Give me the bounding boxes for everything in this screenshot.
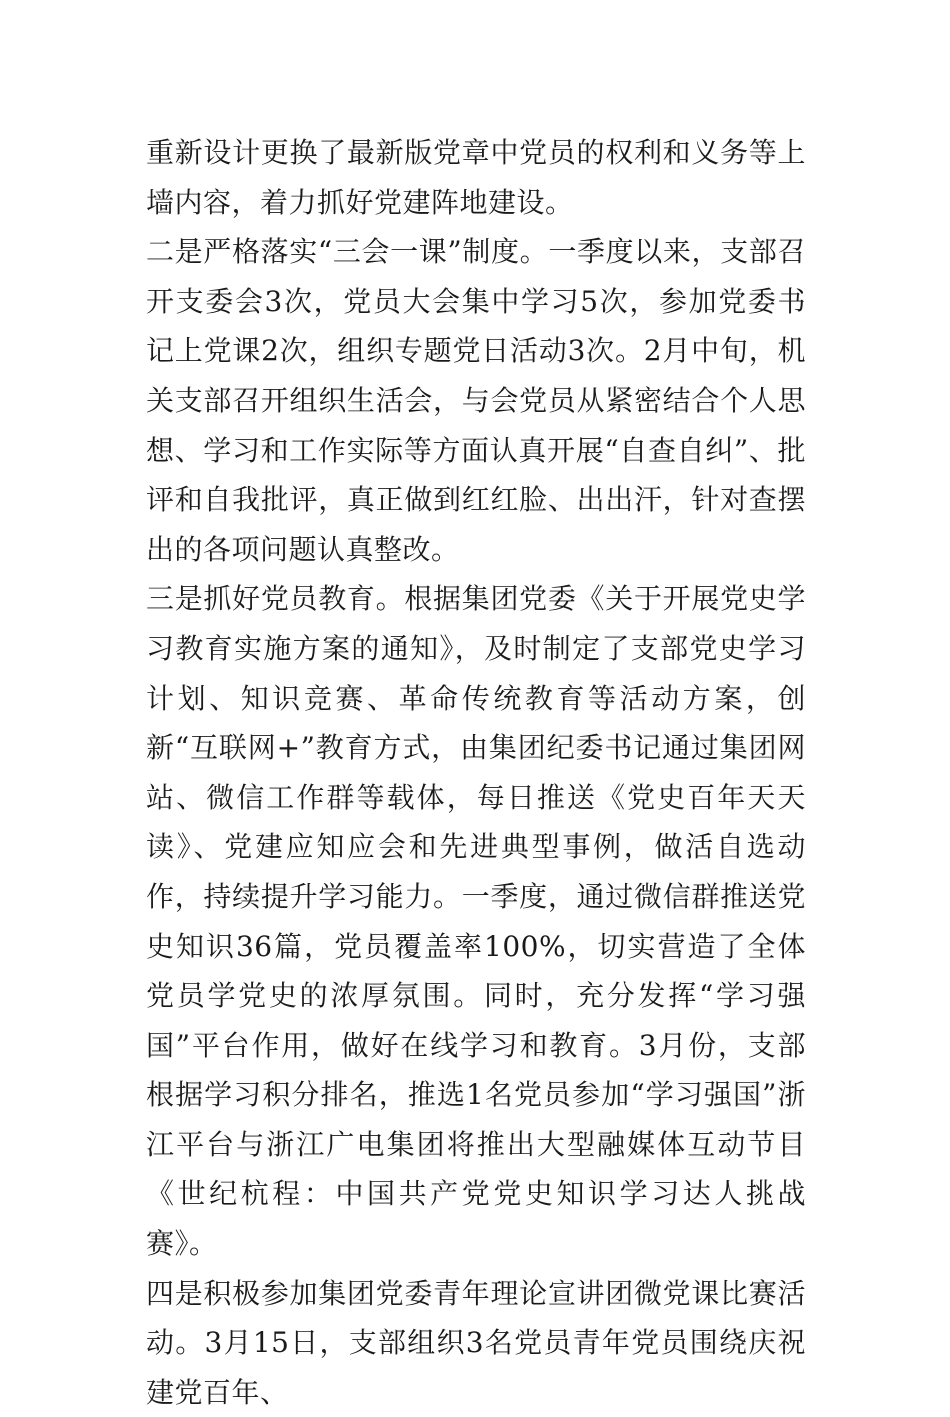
paragraph-lecture-contest: 四是积极参加集团党委青年理论宣讲团微党课比赛活动。3月15日，支部组织3名党员青年党员围绕庆祝建党百年、 [146,1276,806,1409]
document-body [146,128,806,1417]
paragraph-meetings: 二是严格落实“三会一课”制度。一季度以来，支部召开支委会3次，党员大会集中学习5次，参加党委书记上党课2次，组织专题党日活动3次。2月中旬，机关支部召开组织生活会，与会党员从紧密结合个人思想、学习和工作实际等方面认真开展“自查自纠”、批评和自我批评，真正做到红红脸、出出汗，针对查摆出的各项问题认真整改。 [146,235,806,566]
paragraph-education: 三是抓好党员教育。根据集团党委《关于开展党史学习教育实施方案的通知》，及时制定了支部党史学习计划、知识竞赛、革命传统教育等活动方案，创新“互联网+”教育方式，由集团纪委书记通过集团网站、微信工作群等载体，每日推送《党史百年天天读》、党建应知应会和先进典型事例，做活自选动作，持续提升学习能力。一季度，通过微信群推送党史知识36篇，党员覆盖率100%，切实营造了全体党员学党史的浓厚氛围。同时，充分发挥“学习强国”平台作用，做好在线学习和教育。3月份，支部根据学习积分排名，推选1名党员参加“学习强国”浙江平台与浙江广电集团将推出大型融媒体互动节目《世纪杭程：中国共产党党史知识学习达人挑战赛》。 [146,582,806,1261]
paragraph-continuation: 重新设计更换了最新版党章中党员的权利和义务等上墙内容，着力抓好党建阵地建设。 [146,136,806,219]
